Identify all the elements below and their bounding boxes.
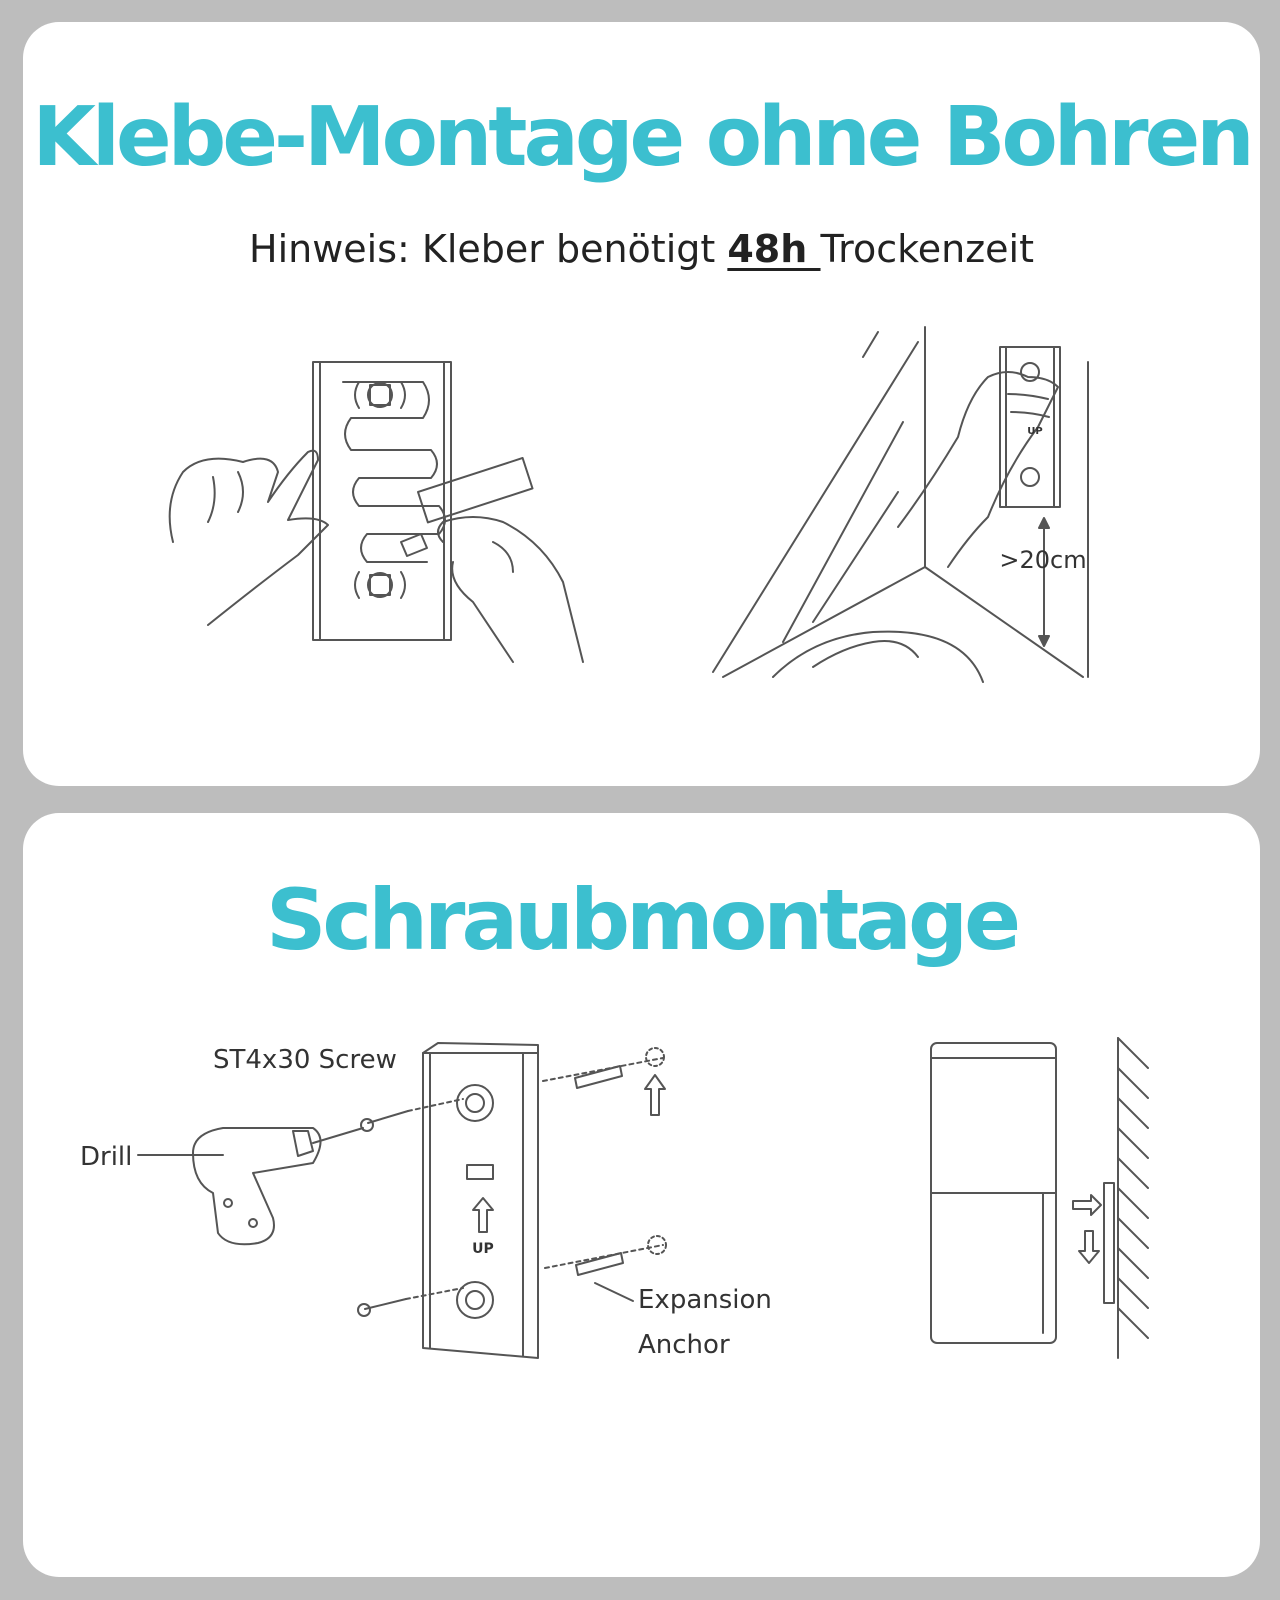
- plate-up-label: UP: [472, 1241, 494, 1257]
- mounting-plate: [423, 1043, 538, 1358]
- drill-illustration: [193, 1128, 363, 1244]
- screw-label: ST4x30 Screw: [213, 1045, 397, 1075]
- screw-mounting-panel: [23, 813, 1260, 1577]
- plate-up-label: UP: [1027, 426, 1043, 437]
- note-highlight: 48h: [727, 227, 821, 271]
- anchors: [575, 1066, 623, 1275]
- device-wall-illustration: [931, 1038, 1148, 1358]
- wall-placement-illustration: [713, 327, 1088, 682]
- adhesive-illustrations: [23, 22, 1260, 786]
- distance-label: >20cm: [999, 546, 1087, 574]
- adhesive-mounting-title: Klebe-Montage ohne Bohren: [32, 90, 1251, 185]
- note-prefix: Hinweis: Kleber benötigt: [249, 227, 728, 271]
- screw-shafts: [365, 1111, 408, 1309]
- note-suffix: Trockenzeit: [820, 227, 1034, 271]
- adhesive-mounting-panel: [23, 22, 1260, 786]
- screw-illustrations: [23, 813, 1260, 1577]
- anchor-label-line2: Anchor: [638, 1330, 730, 1360]
- drill-label: Drill: [80, 1142, 133, 1172]
- glue-plate-illustration: [170, 362, 583, 662]
- anchor-label-line1: Expansion: [638, 1285, 772, 1315]
- screw-mounting-title: Schraubmontage: [265, 871, 1018, 969]
